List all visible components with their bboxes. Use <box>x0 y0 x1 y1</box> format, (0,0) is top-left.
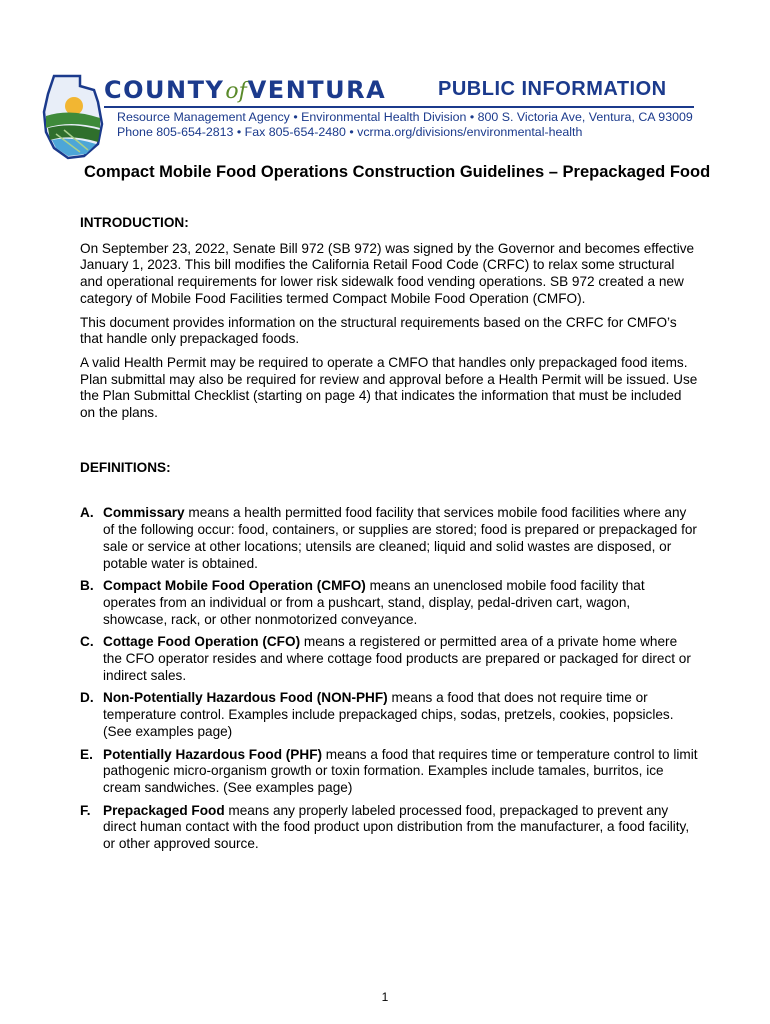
county-suffix: VENTURA <box>247 76 387 104</box>
definition-text: means a registered or permitted area of a private home where the CFO operator resides and where cottage food products are prepared or packaged for direct or indirect sales. <box>103 634 691 683</box>
definition-item <box>80 747 698 797</box>
definition-letter: C. <box>80 634 94 650</box>
definition-item <box>80 634 698 684</box>
definition-item <box>80 505 698 572</box>
definition-text: means an unenclosed mobile food facility that operates from an individual or from a pushcart, stand, display, pedal-driven cart, wagon, showcase, rack, or other nonmotorized conveyance. <box>103 578 645 627</box>
definition-letter: B. <box>80 578 94 594</box>
intro-paragraph: This document provides information on the structural requirements based on the CRFC for CMFO’s that handle only prepackaged foods. <box>80 314 677 347</box>
definition-term: Prepackaged Food <box>103 802 225 818</box>
county-logo-wordmark <box>104 76 386 104</box>
agency-contact: Phone 805-654-2813 • Fax 805-654-2480 • vcrma.org/divisions/environmental-health <box>117 125 583 139</box>
page-number: 1 <box>381 990 389 1004</box>
definition-term: Compact Mobile Food Operation (CMFO) <box>103 578 366 594</box>
document-body <box>80 215 698 859</box>
definitions-heading: DEFINITIONS: <box>80 459 171 475</box>
intro-paragraph: On September 23, 2022, Senate Bill 972 (SB 972) was signed by the Governor and becomes effective January 1, 2023. This bill modifies the California Retail Food Code (CRFC) to relax some structural and operational requirements for lower risk sidewalk food vending operations. SB 972 created a new category of Mobile Food Facilities termed Compact Mobile Food Operation (CMFO). <box>80 240 695 306</box>
definition-letter: F. <box>80 802 91 818</box>
definition-item <box>80 803 698 853</box>
definition-item <box>80 690 698 740</box>
definition-letter: A. <box>80 505 94 521</box>
definition-text: means a health permitted food facility that services mobile food facilities where any of the following occur: food, containers, or supplies are stored; food is prepared or prepackaged for sale or service at other locations; utensils are cleaned; liquid and solid wastes are disposed, or potable water is obtained. <box>103 505 697 571</box>
definition-term: Potentially Hazardous Food (PHF) <box>103 746 323 762</box>
header-divider <box>104 106 694 108</box>
county-prefix: COUNTY <box>104 76 225 104</box>
definition-item <box>80 578 698 628</box>
document-title: Compact Mobile Food Operations Construction Guidelines – Prepackaged Food <box>84 163 711 181</box>
definition-text: means a food that requires time or temperature control to limit pathogenic micro-organism growth or toxin formation. Examples include tamales, burritos, ice cream sandwiches. (See examples page) <box>103 746 698 795</box>
definition-letter: D. <box>80 690 94 706</box>
public-information-banner: PUBLIC INFORMATION <box>438 78 667 100</box>
definition-letter: E. <box>80 746 93 762</box>
definition-term: Non-Potentially Hazardous Food (NON-PHF) <box>103 690 388 706</box>
definition-term: Cottage Food Operation (CFO) <box>103 634 301 650</box>
county-of: of <box>225 79 247 104</box>
agency-address: Resource Management Agency • Environmental Health Division • 800 S. Victoria Ave, Ventura, CA 93009 <box>117 110 693 124</box>
county-map-icon <box>40 72 104 160</box>
definition-term: Commissary <box>103 505 185 521</box>
definition-text: means any properly labeled processed food, prepackaged to prevent any direct human contact with the food product upon distribution from the manufacturer, a food facility, or other approved source. <box>103 802 690 852</box>
introduction-heading: INTRODUCTION: <box>80 215 189 230</box>
definitions-list <box>80 505 698 852</box>
intro-paragraph: A valid Health Permit may be required to operate a CMFO that handles only prepackaged food items. Plan submittal may also be required for review and approval before a Health Permit will be issued. Use the Plan Submittal Checklist (starting on page 4) that indicates the information that must be included on the plans. <box>80 354 698 421</box>
definition-text: means a food that does not require time or temperature control. Examples include prepackaged chips, sodas, pretzels, cookies, popsicles. (See examples page) <box>103 690 674 739</box>
